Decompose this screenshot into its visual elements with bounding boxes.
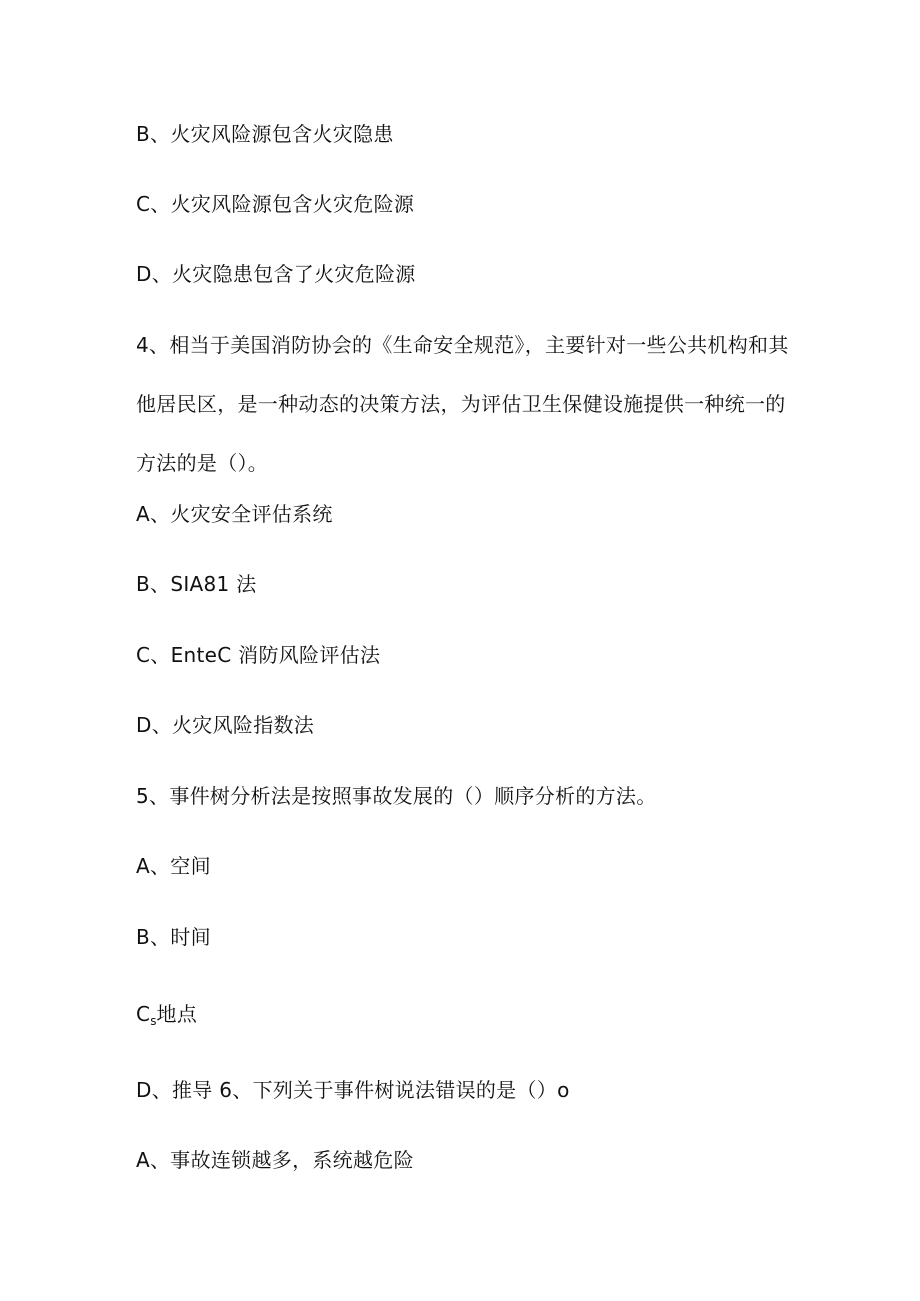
q5-option-a: A、空间	[136, 854, 211, 878]
question-4-line-1: 4、相当于美国消防协会的《生命安全规范》，主要针对一些公共机构和其	[136, 333, 789, 357]
q5-option-c-letter: C	[136, 1002, 151, 1026]
question-4-line-2: 他居民区，是一种动态的决策方法，为评估卫生保健设施提供一种统一的	[136, 392, 786, 416]
q3-option-b: B、火灾风险源包含火灾隐患	[136, 122, 394, 146]
q4-option-d: D、火灾风险指数法	[136, 713, 315, 737]
q3-option-c: C、火灾风险源包含火灾危险源	[136, 192, 415, 216]
question-4-line-3: 方法的是（）。	[136, 451, 269, 475]
q4-option-b: B、SIA81 法	[136, 572, 257, 596]
q4-option-a: A、火灾安全评估系统	[136, 502, 333, 526]
q5-option-d: D、推导 6、下列关于事件树说法错误的是（）o	[136, 1078, 570, 1102]
q5-option-c-subscript: s	[150, 1014, 157, 1028]
q5-option-b: B、时间	[136, 925, 211, 949]
q4-option-c: C、EnteC 消防风险评估法	[136, 643, 381, 667]
q6-option-a: A、事故连锁越多，系统越危险	[136, 1148, 414, 1172]
question-4-stem	[136, 333, 796, 475]
q3-option-d: D、火灾隐患包含了火灾危险源	[136, 262, 416, 286]
q5-option-c-text: 地点	[156, 1002, 198, 1026]
question-5-stem: 5、事件树分析法是按照事故发展的（）顺序分析的方法。	[136, 784, 657, 808]
q5-option-c	[136, 1002, 796, 1033]
